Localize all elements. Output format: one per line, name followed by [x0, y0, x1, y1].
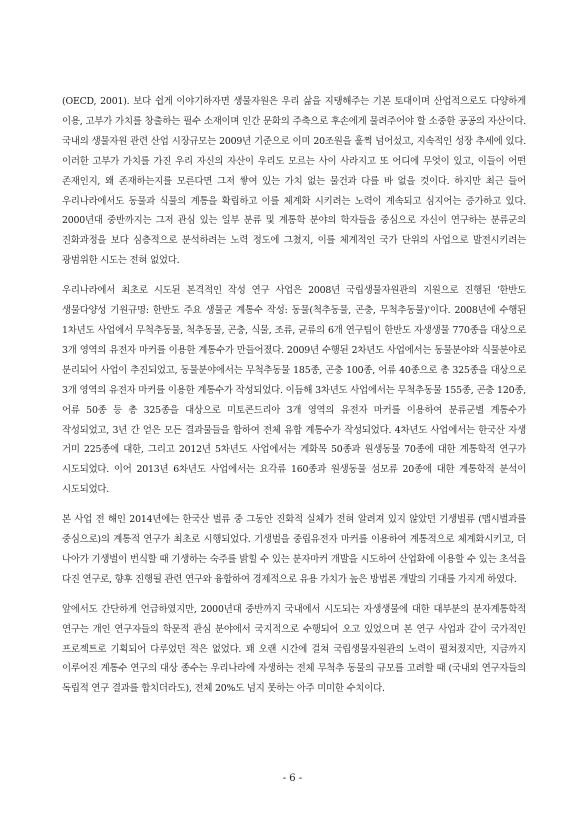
- paragraph-phylogeny-project-history: 우리나라에서 최초로 시도된 본격적인 작성 연구 사업은 2008년 국립생물자원관의 지원으로 진행된 '한반도 생물다양성 기원규명: 한반도 주요 생물군 계통수 작성: 동물(척추동물, 곤충, 무척추동물)'이다. 2008년에 수행된 1차년도 사업에서 무척추동물, 척추동물, 곤충, 식물, 조류, 균류의 6개 연구팀이 한반도 자생생물 770종을 대상으로 3개 영역의 유전자 마커를 이용한 계통수가 만들어졌다. 2009년 수행된 2차년도 사업에서는 동물분야와 식물분야로 분리되어 사업이 추진되었고, 동물분야에서는 무척추동물 185종, 곤충 100종, 어류 40종으로 총 325종을 대상으로 3개 영역의 유전자 마커를 이용한 계통수가 작성되었다. 이듬해 3차년도 사업에서는 무척추동물 155종, 곤충 120종, 어류 50종 등 총 325종을 대상으로 미토콘드리아 3개 영역의 유전자 마커를 이용하여 분류군별 계통수가 작성되었고, 3년 간 얻은 모든 결과물들을 합하여 전체 유합 계통수가 작성되었다. 4차년도 사업에서는 한국산 자생 거미 225종에 대한, 그리고 2012년 5차년도 사업에서는 게화목 50종과 원생동물 70종에 대한 계통학적 연구가 시도되었다. 이어 2013년 6차년도 사업에서는 요각류 160종과 원생동물 섬모류 20종에 대한 계통학적 분석이 시도되었다.: [62, 285, 526, 496]
- paragraph-parasitoid-wasp-study: 본 사업 전 해인 2014년에는 한국산 벌류 중 그동안 진화적 실체가 전혀 알려져 있지 않았던 기생벌류 (맵시벌과를 중심으로)의 계통적 연구가 최초로 시행되었다. 기생벌을 중립유전자 마커를 이용하여 계통적으로 체계화시키고, 더 나아가 기생벌이 번식할 때 기생하는 숙주를 밝힐 수 있는 분자마커 개발을 시도하여 산업화에 이용할 수 있는 초석을 다진 연구로, 향후 진행될 관련 연구와 융합하여 경제적으로 유용 가치가 높은 방법론 개발의 기대를 가지게 하였다.: [62, 514, 526, 585]
- document-body: [62, 92, 526, 699]
- paragraph-oecd-bioresources: (OECD, 2001). 보다 쉽게 이야기하자면 생물자원은 우리 삶을 지탱해주는 기본 토대이며 산업적으로도 다양하게 이용, 고부가 가치를 창출하는 필수 소재이며 인간 문화의 주축으로 후손에게 물려주어야 할 소중한 공공의 자산이다. 국내의 생물자원 관련 산업 시장규모는 2009년 기준으로 이미 20조원을 훌쩍 넘어섰고, 지속적인 성장 추세에 있다. 이러한 고부가 가치를 가진 우리 자신의 자산이 우리도 모르는 사이 사라지고 또 어디에 무엇이 있고, 이들이 어떤 존재인지, 왜 존재하는지를 모른다면 그저 쌓여 있는 가치 없는 물건과 다를 바 없을 것이다. 하지만 최근 들어 우리나라에서도 동물과 식물의 계통을 확립하고 이를 체계화 시키려는 노력이 계속되고 심지어는 증가하고 있다. 2000년대 중반까지는 그저 관심 있는 일부 분류 및 계통학 분야의 학자들을 중심으로 자신이 연구하는 분류군의 진화과정을 보다 심층적으로 분석하려는 노력 정도에 그쳤지, 이를 체계적인 국가 단위의 사업으로 발전시키려는 광범위한 시도는 전혀 없었다.: [62, 96, 526, 267]
- paragraph-research-status: 앞에서도 간단하게 언급하였지만, 2000년대 중반까지 국내에서 시도되는 자생생물에 대한 대부분의 분자계통학적 연구는 개인 연구자들의 학문적 관심 분야에서 국지적으로 수행되어 오고 있었으며 본 연구 사업과 같이 국가적인 프로젝트로 기획되어 다루었던 적은 없었다. 꽤 오랜 시간에 걸쳐 국립생물자원관의 노력이 펼쳐졌지만, 지금까지 이루어진 계통수 연구의 대상 종수는 우리나라에 자생하는 전체 무척추 동물의 규모를 고려할 때 (국내외 연구자들의 독립적 연구 결과를 합치더라도), 전체 20%도 넘지 못하는 아주 미미한 수치이다.: [62, 603, 526, 695]
- page-number: - 6 -: [282, 773, 303, 784]
